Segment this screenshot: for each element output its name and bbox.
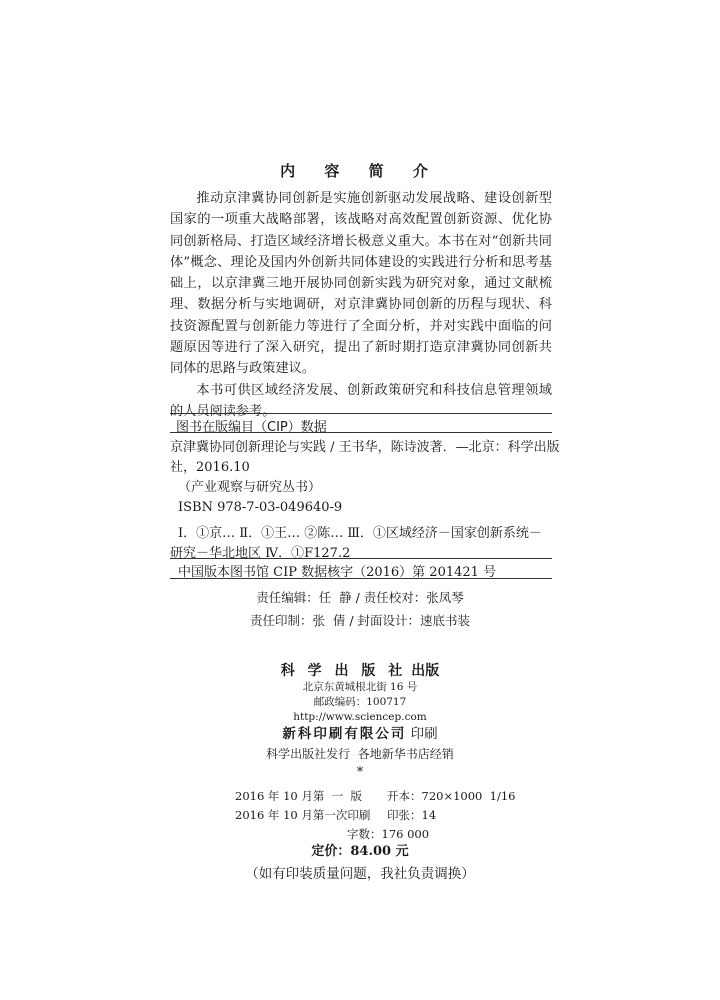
printer-line [0, 722, 720, 742]
publisher-block [0, 660, 720, 725]
cip-line: 研究－华北地区 Ⅳ．①F127.2 [170, 546, 351, 561]
specs [235, 787, 535, 844]
spec-format: 开本：720×1000 1/16 [387, 789, 516, 803]
printer-name: 新科印刷有限公司 [282, 726, 407, 742]
distribution: 科学出版社发行 各地新华书店经销 [266, 747, 454, 761]
intro-paragraph: 本书可供区域经济发展、创新政策研究和科技信息管理领域的人员阅读参考。 [170, 382, 552, 419]
credits-editors: 责任编辑：任 静 / 责任校对：张凤琴 [256, 590, 464, 605]
credits-production: 责任印制：张 倩 / 封面设计：速底书装 [249, 613, 471, 628]
cip-line: Ⅰ．①京… Ⅱ．①王… ②陈… Ⅲ．①区域经济－国家创新系统－ [178, 526, 542, 541]
cip-record [170, 438, 560, 564]
printer-action: 印刷 [410, 726, 438, 742]
spec-sheets: 印张：14 [387, 808, 437, 822]
quality-note: （如有印装质量问题，我社负责调换） [245, 866, 475, 882]
price: 定价：84.00 元 [311, 844, 409, 859]
cip-line: 社，2016.10 [170, 460, 250, 475]
spec-edition: 2016 年 10 月第 一 版 [235, 789, 362, 803]
intro-text [170, 188, 552, 422]
intro-paragraph: 推动京津冀协同创新是实施创新驱动发展战略、建设创新型国家的一项重大战略部署，该战略对高效配置创新资源、优化协同创新格局、打造区域经济增长极意义重大。本书在对“创新共同体”概念、理论及国内外创新共同体建设的实践进行分析和思考基础上，以京津冀三地开展协同创新实践为研究对象，通过文献梳理、数据分析与实地调研，对京津冀协同创新的历程与现状、科技资源配置与创新能力等进行了全面分析，并对实践中面临的问题原因等进行了深入研究，提出了新时期打造京津冀协同创新共同体的思路与政策建议。 [170, 191, 552, 377]
cip-line: ISBN 978-7-03-049640-9 [178, 500, 343, 515]
publisher-address: 北京东黄城根北街 16 号 [302, 681, 418, 693]
separator: * [356, 765, 364, 780]
cip-record-number: 中国版本图书馆 CIP 数据核字（2016）第 201421 号 [170, 558, 552, 579]
publisher-website: http://www.sciencep.com [293, 711, 427, 723]
spec-word-count: 字数：176 000 [347, 827, 430, 841]
publisher-action: 出版 [411, 663, 440, 679]
cip-line: （产业观察与研究丛书） [178, 480, 322, 495]
spec-printing: 2016 年 10 月第一次印刷 [235, 808, 371, 822]
credits [0, 586, 720, 632]
publisher-postcode: 邮政编码：100717 [313, 696, 407, 708]
cip-line: 京津冀协同创新理论与实践 / 王书华，陈诗波著．—北京：科学出版 [170, 440, 560, 455]
intro-title: 内 容 简 介 [280, 162, 440, 180]
cip-heading: 图书在版编目（CIP）数据 [170, 413, 552, 433]
publisher-name: 科 学 出 版 社 [280, 663, 407, 679]
